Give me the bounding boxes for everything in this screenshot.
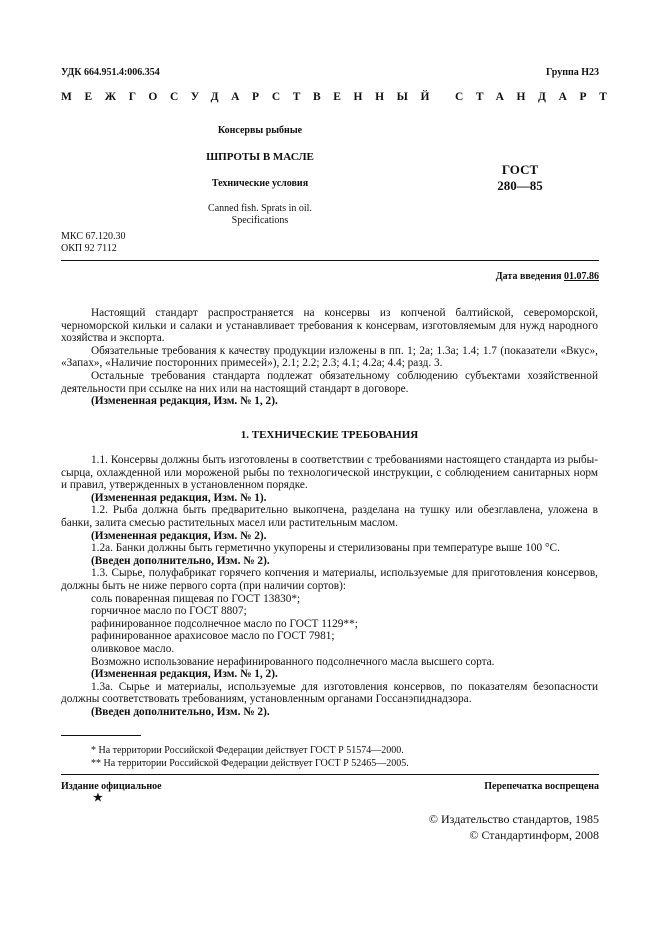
copyright-2: © Стандартинформ, 2008 (469, 828, 599, 842)
footnote-divider (61, 735, 141, 736)
reprint-notice: Перепечатка воспрещена (484, 781, 599, 792)
clause-1-3-edit: (Измененная редакция, Изм. № 1, 2). (91, 668, 278, 681)
preamble-edit-note: (Измененная редакция, Изм. № 1, 2). (91, 395, 278, 408)
clause-1-1-edit: (Измененная редакция, Изм. № 1). (91, 491, 267, 504)
group-code: Группа Н23 (546, 67, 599, 78)
footnote-1: * На территории Российской Федерации действует ГОСТ Р 51574—2000. (91, 745, 404, 756)
preamble-other: Остальные требования стандарта подлежат обязательному соблюдению субъектами хозяйственной деятельности при ссылке на них или на настоящий стандарт в договоре. (61, 369, 598, 395)
english-title-line1: Canned fish. Sprats in oil. (208, 203, 312, 214)
material-list-item: соль поваренная пищевая по ГОСТ 13830*; (91, 592, 301, 605)
standard-type-left: МЕЖГОСУДАРСТВЕННЫЙ (61, 91, 443, 103)
preamble-scope: Настоящий стандарт распространяется на консервы из копченой балтийской, североморской, черноморской кильки и салаки и устанавливает требования к консервам, изготовляемым для нужд народного хозяйства и экспорта. (61, 307, 598, 345)
mks-code: МКС 67.120.30 (61, 231, 126, 242)
clause-1-1: 1.1. Консервы должны быть изготовлены в соответствии с требованиями настоящего стандарта из рыбы-сырца, охлажденной или мороженой рыбы по технологической инструкции, с соблюдением санитарных норм и правил, утвержденных в установленном порядке. (61, 454, 598, 492)
clause-1-2a: 1.2а. Банки должны быть герметично укупорены и стерилизованы при температуре выше 100 °С. (91, 542, 560, 555)
udk-code: УДК 664.951.4:006.354 (61, 67, 160, 78)
section-heading: 1. ТЕХНИЧЕСКИЕ ТРЕБОВАНИЯ (240, 429, 419, 441)
footer-divider (61, 774, 599, 775)
material-list-item: оливковое масло. (91, 642, 175, 655)
clause-1-3-note: Возможно использование нерафинированного подсолнечного масла высшего сорта. (91, 655, 495, 668)
introduction-date (496, 271, 599, 283)
clause-1-2: 1.2. Рыба должна быть предварительно выкопчена, разделана на тушку или обезглавлена, уложена в банки, залита смесью растительных масел или растительным маслом. (61, 504, 598, 529)
material-list-item: горчичное масло по ГОСТ 8807; (91, 605, 247, 618)
english-title-line2: Specifications (231, 215, 289, 226)
official-edition: Издание официальное (61, 781, 162, 792)
star-icon: ★ (93, 792, 103, 804)
material-list-item: рафинированное арахисовое масло по ГОСТ 7981; (91, 630, 335, 643)
document-title: ШПРОТЫ В МАСЛЕ (206, 151, 314, 163)
gost-number: 280—85 (497, 178, 543, 193)
preamble-mandatory: Обязательные требования к качеству продукции изложены в пп. 1; 2а; 1.3а; 1.4; 1.7 (показатели «Вкус», «Запах», «Наличие посторонних примесей»), 2.1; 2.2; 2.3; 4.1; 4.2а; 4.4; разд. 3. (61, 344, 598, 370)
introduction-date-label: Дата введения (495, 271, 562, 282)
okp-code: ОКП 92 7112 (61, 243, 117, 254)
preamble (61, 307, 598, 408)
header-divider (61, 260, 599, 261)
gost-label: ГОСТ (501, 162, 539, 177)
clause-1-3: 1.3. Сырье, полуфабрикат горячего копчения и материалы, используемые для приготовления консервов, должны быть не ниже первого сорта (при наличии сортов): (61, 567, 598, 592)
clause-1-3a-edit: (Введен дополнительно, Изм. № 2). (91, 705, 270, 718)
clause-1-3a: 1.3а. Сырье и материалы, используемые для изготовления консервов, по показателям безопасности должны соответствовать требованиям, установленным органами Госсанэпиднадзора. (61, 680, 598, 706)
introduction-date-value: 01.07.86 (564, 271, 599, 282)
clause-1-2a-edit: (Введен дополнительно, Изм. № 2). (91, 554, 270, 567)
copyright-1: © Издательство стандартов, 1985 (428, 812, 599, 826)
footnote-2: ** На территории Российской Федерации действует ГОСТ Р 52465—2005. (91, 758, 409, 769)
material-list-item: рафинированное подсолнечное масло по ГОСТ 1129**; (91, 617, 358, 630)
standard-type-right: СТАНДАРТ (455, 91, 620, 103)
clause-1-2-edit: (Измененная редакция, Изм. № 2). (91, 529, 267, 542)
document-subtitle: Технические условия (211, 178, 309, 189)
product-category: Консервы рыбные (217, 125, 303, 136)
section-body (61, 454, 598, 718)
